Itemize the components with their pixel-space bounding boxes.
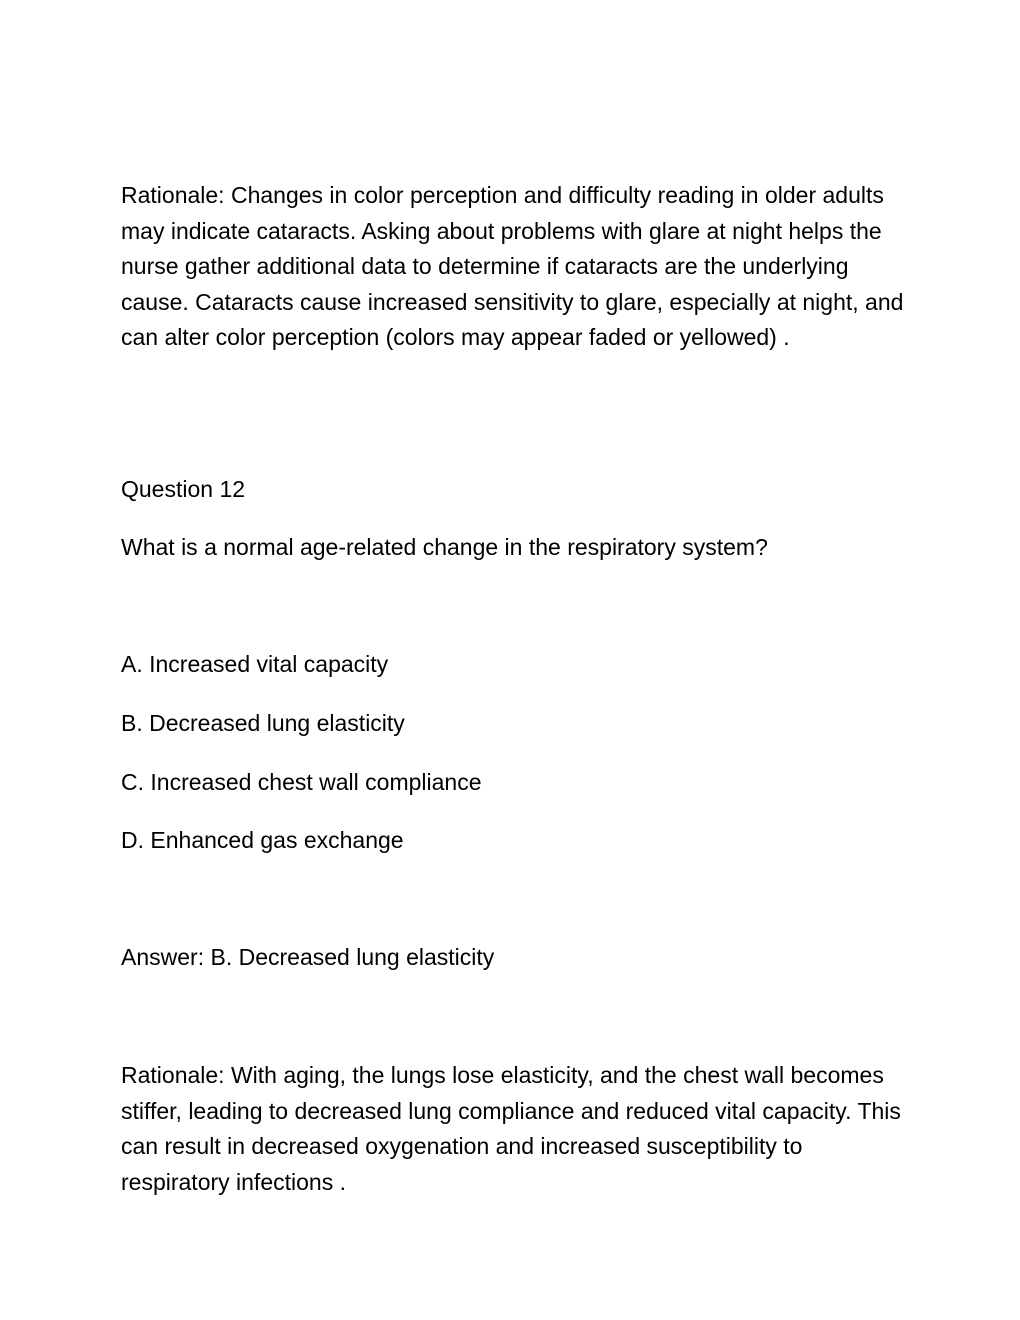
question-text: What is a normal age-related change in the respiratory system?	[121, 534, 768, 560]
option-a: A. Increased vital capacity	[121, 651, 389, 677]
rationale-paragraph: Rationale: With aging, the lungs lose elasticity, and the chest wall becomes stiffer, leading to decreased lung compliance and reduced vital capacity. This can result in decreased oxygenation and increased susceptibility to respiratory infections .	[121, 1062, 901, 1195]
answer-line: Answer: B. Decreased lung elasticity	[121, 944, 495, 970]
previous-rationale-paragraph: Rationale: Changes in color perception and difficulty reading in older adults may indicate cataracts. Asking about problems with glare at night helps the nurse gather additional data to determine if cataracts are the underlying cause. Cataracts cause increased sensitivity to glare, especially at night, and can alter color perception (colors may appear faded or yellowed) .	[121, 182, 904, 350]
question-label: Question 12	[121, 476, 246, 502]
option-d: D. Enhanced gas exchange	[121, 827, 404, 853]
option-b: B. Decreased lung elasticity	[121, 710, 405, 736]
option-c: C. Increased chest wall compliance	[121, 769, 482, 795]
